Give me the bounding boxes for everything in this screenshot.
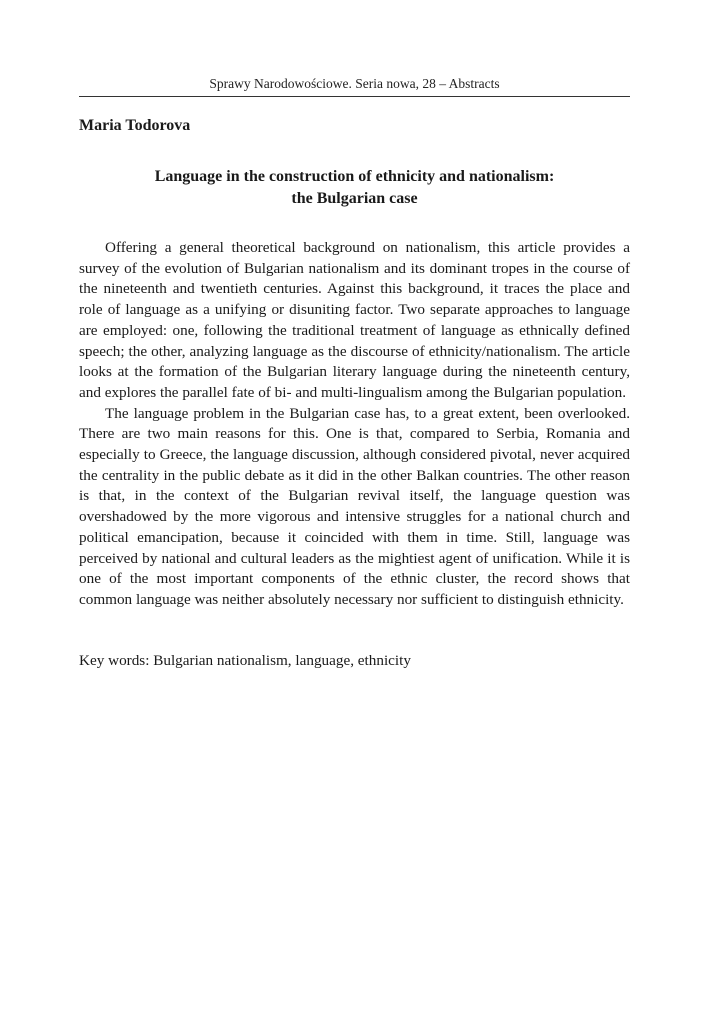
abstract-body <box>79 238 630 611</box>
abstract-paragraph-2: The language problem in the Bulgarian case has, to a great extent, been overlooked. There are two main reasons for this. One is that, compared to Serbia, Romania and especially to Greece, the language discussion, although considered pivotal, never acquired the centrality in the public debate as it did in the other Balkan countries. The other reason is that, in the context of the Bulgarian revival itself, the language question was overshadowed by the more vigorous and intensive struggles for a national church and political emancipation, because it coincided with them in time. Still, language was perceived by national and cultural leaders as the mightiest agent of unification. While it is one of the most important components of the ethnic cluster, the record shows that common language was neither absolutely necessary nor sufficient to distinguish ethnicity. <box>79 404 630 608</box>
header-rule <box>79 96 630 97</box>
article-title <box>79 166 630 210</box>
running-head: Sprawy Narodowościowe. Seria nowa, 28 – Abstracts <box>209 76 500 91</box>
article-title-line-2: the Bulgarian case <box>291 190 418 207</box>
abstract-paragraph-1: Offering a general theoretical background on nationalism, this article provides a survey of the evolution of Bulgarian nationalism and its dominant tropes in the course of the nineteenth and twentieth centuries. Against this background, it traces the place and role of language as a unifying or disuniting factor. Two separate approaches to language are employed: one, following the traditional treatment of language as ethnically defined speech; the other, analyzing language as the discourse of ethnicity/nationalism. The article looks at the formation of the Bulgarian literary language during the nineteenth century, and explores the parallel fate of bi- and multi-lingualism among the Bulgarian population. <box>79 239 630 401</box>
keywords: Key words: Bulgarian nationalism, language, ethnicity <box>79 652 411 669</box>
article-title-line-1: Language in the construction of ethnicity and nationalism: <box>154 168 555 185</box>
author-name: Maria Todorova <box>79 117 191 134</box>
